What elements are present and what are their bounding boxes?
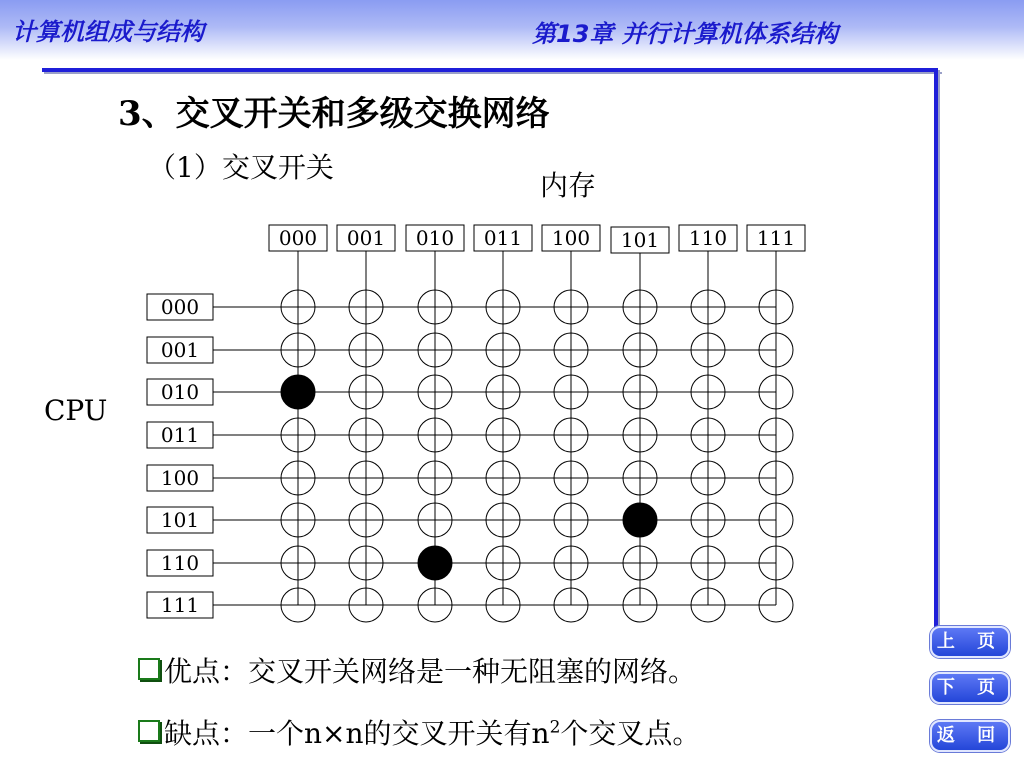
memory-module-label: 000 <box>278 226 318 250</box>
subsection-title: （1）交叉开关 <box>148 151 334 184</box>
cpu-module-label: 110 <box>160 551 200 575</box>
memory-module-label: 111 <box>756 226 796 250</box>
cpu-module-label: 101 <box>160 508 200 532</box>
section-title: 3、交叉开关和多级交换网络 <box>118 94 550 134</box>
cpu-module-label: 111 <box>160 593 200 617</box>
disadvantage-superscript: 2 <box>549 717 561 738</box>
cpu-module-label: 000 <box>160 295 200 319</box>
course-title: 计算机组成与结构 <box>12 18 204 46</box>
disadvantage-bullet <box>138 712 700 752</box>
memory-module-label: 010 <box>415 226 455 250</box>
memory-module-label: 100 <box>551 226 591 250</box>
disadvantage-text-after: 个交叉点。 <box>560 717 701 750</box>
disadvantage-text-before: 缺点：一个n×n的交叉开关有n <box>164 717 550 750</box>
memory-label: 内存 <box>540 169 597 202</box>
closed-crosspoint <box>281 375 315 409</box>
memory-module-label: 011 <box>483 226 523 250</box>
memory-module-label: 110 <box>688 226 728 250</box>
next-page-button[interactable]: 下 页 <box>930 672 1010 704</box>
closed-crosspoint <box>418 546 452 580</box>
memory-module-label: 001 <box>346 226 386 250</box>
closed-crosspoint <box>623 503 657 537</box>
cpu-module-label: 010 <box>160 380 200 404</box>
cpu-module-label: 100 <box>160 466 200 490</box>
back-button[interactable]: 返 回 <box>930 720 1010 752</box>
advantage-bullet <box>138 650 696 690</box>
memory-module-label: 101 <box>620 228 660 252</box>
cpu-module-label: 011 <box>160 423 200 447</box>
prev-page-button[interactable]: 上 页 <box>930 626 1010 658</box>
advantage-text: 优点：交叉开关网络是一种无阻塞的网络。 <box>164 655 697 688</box>
cpu-label: CPU <box>44 394 108 427</box>
checkbox-bullet-icon <box>138 720 160 742</box>
chapter-title: 第13章 并行计算机体系结构 <box>532 20 838 48</box>
cpu-module-label: 001 <box>160 338 200 362</box>
checkbox-bullet-icon <box>138 658 160 680</box>
